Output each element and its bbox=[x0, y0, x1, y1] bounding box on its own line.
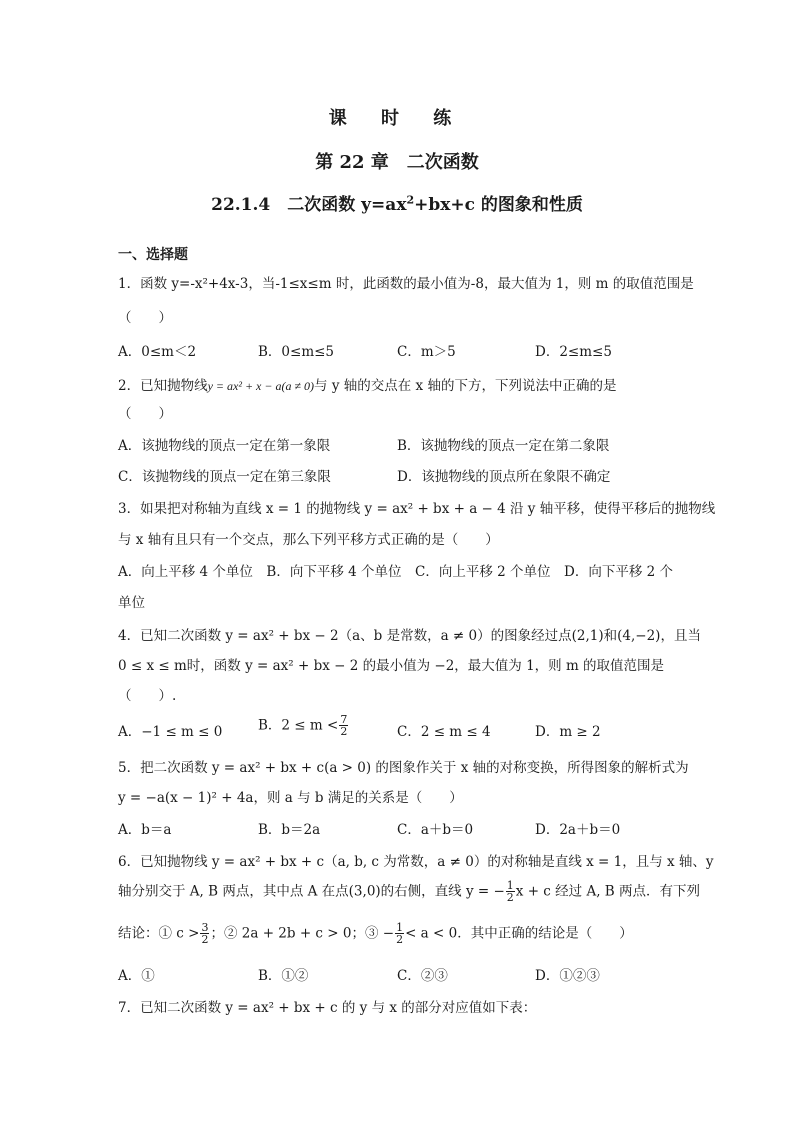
q2-stem-b: 与 y 轴的交点在 x 轴的下方，下列说法中正确的是 bbox=[314, 378, 617, 394]
q4-option-d: D．m ≥ 2 bbox=[535, 724, 601, 740]
q5-option-b: B．b＝2a bbox=[258, 822, 321, 838]
q6-line3-den2: 2 bbox=[396, 933, 404, 946]
q3-options: A．向上平移 4 个单位 B．向下平移 4 个单位 C．向上平移 2 个单位 D．向下平移 2 个 bbox=[118, 564, 674, 580]
q4-option-b-fraction bbox=[339, 714, 348, 737]
q6-line3 bbox=[118, 922, 633, 945]
q4-option-b-text: B．2 ≤ m < bbox=[258, 717, 339, 734]
q4-option-b bbox=[258, 714, 349, 737]
q2-paren: （ ） bbox=[118, 406, 172, 422]
q6-line3-c: < a < 0．其中正确的结论是（ ） bbox=[405, 925, 633, 942]
q2-option-c: C．该抛物线的顶点一定在第三象限 bbox=[118, 469, 331, 485]
q4-option-b-num: 7 bbox=[340, 713, 348, 726]
q6-option-d: D．①②③ bbox=[535, 968, 600, 984]
q6-line2-num: 1 bbox=[506, 879, 514, 892]
q6-line2-den: 2 bbox=[506, 891, 514, 904]
q4-paren: （ ）. bbox=[118, 688, 177, 704]
q1-option-b: B．0≤m≤5 bbox=[258, 344, 335, 360]
q3-line1: 3．如果把对称轴为直线 x = 1 的抛物线 y = ax² + bx + a − 4 沿 y 轴平移，使得平移后的抛物线 bbox=[118, 501, 716, 517]
q1-paren: （ ） bbox=[118, 310, 172, 326]
q6-line3-a: 结论：① c > bbox=[118, 925, 200, 942]
q2-stem bbox=[118, 376, 616, 396]
q6-option-c: C．②③ bbox=[397, 968, 448, 984]
q5-line1: 5．把二次函数 y = ax² + bx + c(a > 0) 的图象作关于 x 轴的对称变换，所得图象的解析式为 bbox=[118, 760, 689, 776]
q5-line2: y = −a(x − 1)² + 4a，则 a 与 b 满足的关系是（ ） bbox=[118, 790, 463, 806]
q5-option-a: A．b＝a bbox=[118, 822, 172, 838]
q6-line3-fraction-2 bbox=[395, 922, 404, 945]
section-title-prefix: 22.1.4 二次函数 y=ax bbox=[211, 195, 407, 215]
section-title-sup: 2 bbox=[406, 193, 415, 207]
q6-line1: 6．已知抛物线 y = ax² + bx + c（a, b, c 为常数，a ≠ 0）的对称轴是直线 x = 1，且与 x 轴、y bbox=[118, 854, 714, 870]
worksheet-title: 课 时 练 bbox=[328, 108, 466, 129]
q5-option-c: C．a＋b＝0 bbox=[397, 822, 474, 838]
q2-stem-a: 2．已知抛物线 bbox=[118, 378, 208, 394]
q1-stem: 1．函数 y=-x²+4x-3，当-1≤x≤m 时，此函数的最小值为-8，最大值为 1，则 m 的取值范围是 bbox=[118, 276, 694, 292]
q3-line2: 与 x 轴有且只有一个交点，那么下列平移方式正确的是（ ） bbox=[118, 532, 499, 548]
q6-line3-fraction-1 bbox=[200, 922, 209, 945]
q6-line3-b: ；② 2a + 2b + c > 0；③ − bbox=[210, 925, 395, 942]
q6-line2-fraction bbox=[506, 880, 515, 903]
q5-option-d: D．2a＋b＝0 bbox=[535, 822, 621, 838]
q7-stem: 7．已知二次函数 y = ax² + bx + c 的 y 与 x 的部分对应值如下表： bbox=[118, 1000, 537, 1016]
section-title bbox=[0, 190, 794, 215]
q1-option-a: A．0≤m＜2 bbox=[118, 344, 197, 360]
q6-line3-num1: 3 bbox=[201, 921, 209, 934]
section-label: 一、选择题 bbox=[118, 247, 188, 263]
q4-line1: 4．已知二次函数 y = ax² + bx − 2（a、b 是常数，a ≠ 0）的图象经过点(2,1)和(4,−2)，且当 bbox=[118, 628, 701, 644]
q4-option-c: C．2 ≤ m ≤ 4 bbox=[397, 724, 491, 740]
q6-option-b: B．①② bbox=[258, 968, 309, 984]
q1-option-c: C．m＞5 bbox=[397, 344, 456, 360]
q6-line3-den1: 2 bbox=[201, 933, 209, 946]
q6-line2-a: 轴分别交于 A, B 两点，其中点 A 在点(3,0)的右侧，直线 y = − bbox=[118, 883, 505, 900]
q3-options-wrap: 单位 bbox=[118, 595, 145, 611]
section-title-suffix: +bx+c 的图象和性质 bbox=[414, 195, 583, 215]
q6-option-a: A．① bbox=[118, 968, 155, 984]
q4-option-a: A．−1 ≤ m ≤ 0 bbox=[118, 724, 223, 740]
chapter-title: 第 22 章 二次函数 bbox=[315, 152, 479, 173]
q6-line3-num2: 1 bbox=[396, 921, 404, 934]
q2-option-d: D．该抛物线的顶点所在象限不确定 bbox=[397, 469, 611, 485]
q4-line2: 0 ≤ x ≤ m时，函数 y = ax² + bx − 2 的最小值为 −2，最大值为 1，则 m 的取值范围是 bbox=[118, 658, 665, 674]
q2-option-a: A．该抛物线的顶点一定在第一象限 bbox=[118, 438, 331, 454]
q6-line2-b: x + c 经过 A, B 两点．有下列 bbox=[515, 883, 700, 900]
q4-option-b-den: 2 bbox=[340, 725, 348, 738]
q6-line2 bbox=[118, 880, 700, 903]
q2-formula: y = ax² + x − a(a ≠ 0) bbox=[207, 379, 315, 393]
q1-option-d: D．2≤m≤5 bbox=[535, 344, 612, 360]
q2-option-b: B．该抛物线的顶点一定在第二象限 bbox=[397, 438, 610, 454]
